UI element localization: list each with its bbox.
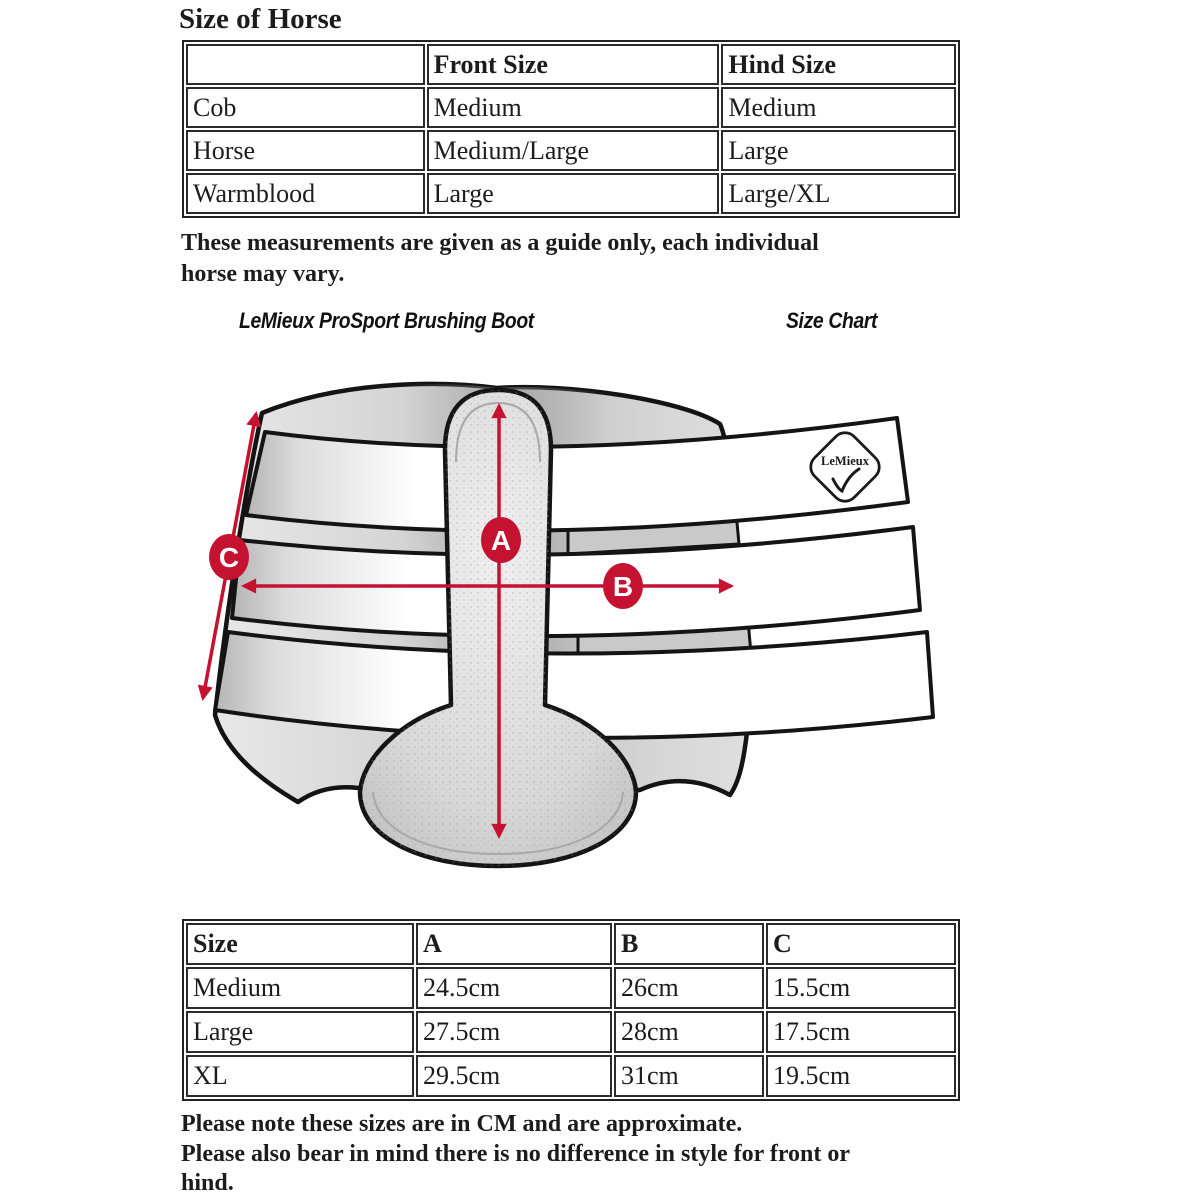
table-cell: Large <box>186 1011 414 1053</box>
table-cell: C <box>766 923 956 965</box>
diagram-title: LeMieux ProSport Brushing Boot <box>239 308 534 333</box>
table-cell: Medium <box>427 87 720 128</box>
table-cell: Large <box>721 130 956 171</box>
table-row <box>186 1055 956 1097</box>
table-row <box>186 1011 956 1053</box>
table-cell: Large/XL <box>721 173 956 214</box>
guide-note-line: These measurements are given as a guide only, each individual <box>181 230 819 256</box>
svg-text:B: B <box>612 571 634 602</box>
footer-note <box>181 1110 850 1199</box>
table-row <box>186 130 956 171</box>
table-cell: Front Size <box>427 44 720 85</box>
guide-note-line: horse may vary. <box>181 261 345 287</box>
table-header-row <box>186 923 956 965</box>
page-title: Size of Horse <box>179 3 342 35</box>
measurement-size-table <box>182 919 960 1101</box>
table-cell: 28cm <box>614 1011 764 1053</box>
table-cell: 17.5cm <box>766 1011 956 1053</box>
table-cell: A <box>416 923 612 965</box>
table-cell: Cob <box>186 87 425 128</box>
footer-note-line: hind. <box>181 1170 234 1196</box>
table-cell: Hind Size <box>721 44 956 85</box>
table-header-row <box>186 44 956 85</box>
table-cell: Size <box>186 923 414 965</box>
table-row <box>186 967 956 1009</box>
table-cell: Warmblood <box>186 173 425 214</box>
boot-diagram <box>168 360 988 920</box>
table-cell: Medium <box>186 967 414 1009</box>
horse-size-table <box>182 40 960 218</box>
table-cell: B <box>614 923 764 965</box>
table-cell: Horse <box>186 130 425 171</box>
table-row <box>186 87 956 128</box>
table-cell: 24.5cm <box>416 967 612 1009</box>
table-cell: Large <box>427 173 720 214</box>
table-cell <box>186 44 425 85</box>
table-cell: Medium/Large <box>427 130 720 171</box>
footer-note-line: Please note these sizes are in CM and are approximate. <box>181 1111 743 1137</box>
measure-label-b <box>603 563 643 609</box>
table-cell: 27.5cm <box>416 1011 612 1053</box>
measure-label-a <box>481 517 521 563</box>
table-cell: 15.5cm <box>766 967 956 1009</box>
guide-note <box>181 228 819 290</box>
table-cell: 26cm <box>614 967 764 1009</box>
table-cell: XL <box>186 1055 414 1097</box>
svg-text:A: A <box>490 525 512 556</box>
svg-text:C: C <box>218 542 240 573</box>
diagram-subtitle: Size Chart <box>786 308 878 333</box>
logo-text: LeMieux <box>821 454 869 468</box>
measure-label-c <box>209 534 249 580</box>
table-row <box>186 173 956 214</box>
table-cell: Medium <box>721 87 956 128</box>
table-cell: 19.5cm <box>766 1055 956 1097</box>
footer-note-line: Please also bear in mind there is no difference in style for front or <box>181 1140 851 1167</box>
table-cell: 31cm <box>614 1055 764 1097</box>
table-cell: 29.5cm <box>416 1055 612 1097</box>
